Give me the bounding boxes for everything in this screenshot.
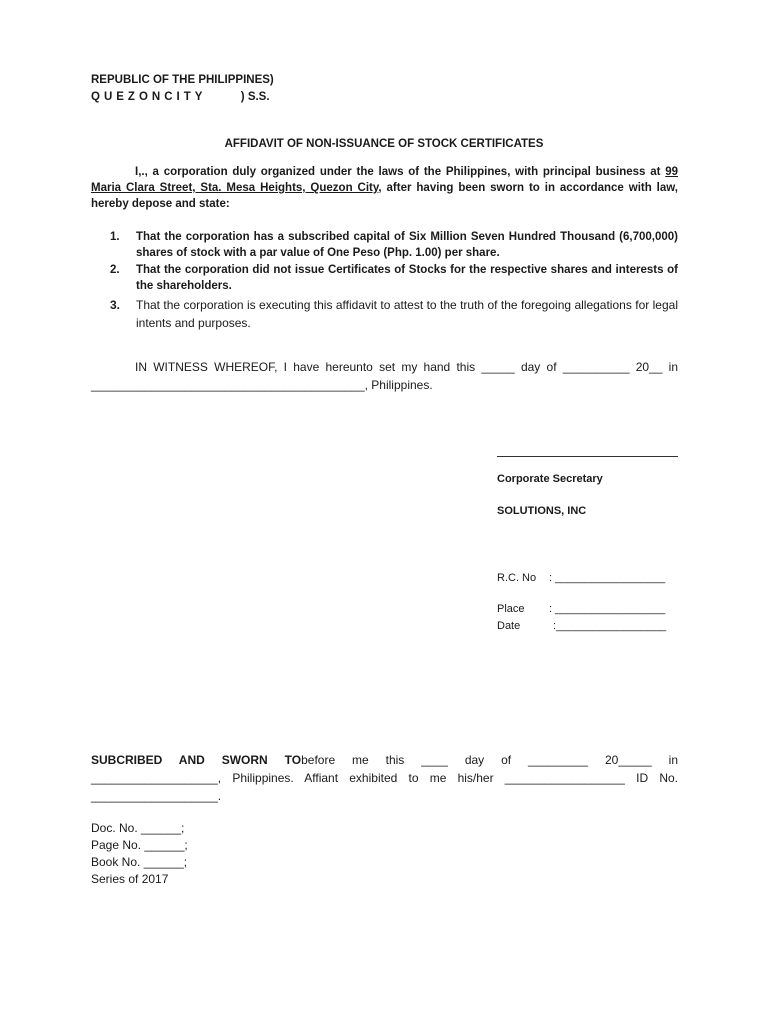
page-no: Page No. ______;: [91, 838, 188, 852]
witness-line-2: _________________________________________, Philippines.: [91, 378, 433, 392]
intro-line-3: hereby depose and state:: [91, 198, 230, 210]
series-year: Series of 2017: [91, 872, 169, 886]
place-value: : __________________: [549, 603, 666, 615]
list-item-number: 1.: [110, 231, 120, 243]
list-item-text: That the corporation is executing this affidavit to attest to the truth of the foregoing allegations for legal intents and purposes.: [136, 298, 678, 330]
book-no: Book No. ______;: [91, 855, 188, 869]
jurat-text-1: before me this ____ day of _________ 20_____ in: [301, 753, 678, 767]
list-item-text: That the corporation has a subscribed capital of Six Million Seven Hundred Thousand (6,700,000) shares of stock with a par value of One Peso (Php. 1.00) per share.: [136, 231, 678, 259]
jurat-bold-lead: SUBCRIBED AND SWORN TO: [91, 753, 302, 767]
venue-ss: ) S.S.: [240, 91, 270, 103]
address-part-2: Maria Clara Street, Sta. Mesa Heights, Quezon City: [91, 182, 379, 194]
jurat-line-3: ___________________.: [91, 789, 222, 803]
list-item-number: 2.: [110, 264, 120, 276]
intro-line-2: [91, 180, 678, 196]
intro-line-1: [91, 164, 678, 180]
signature-line: [497, 456, 678, 457]
intro-text-2: , after having been sworn to in accordance with law,: [378, 182, 678, 194]
notary-register: [91, 820, 188, 888]
list-item: [110, 296, 678, 332]
rc-no-value: : __________________: [549, 572, 666, 584]
venue-city: QUEZONCITY: [91, 91, 207, 103]
date-value: :__________________: [553, 620, 667, 632]
intro-text-1: I,., a corporation duly organized under the laws of the Philippines, with principal business at: [135, 166, 666, 178]
republic-line: REPUBLIC OF THE PHILIPPINES): [91, 74, 274, 86]
list-item-number: 3.: [110, 298, 121, 312]
numbered-list: [110, 229, 678, 332]
jurat-paragraph: [91, 751, 678, 805]
address-part-1: 99: [665, 166, 678, 178]
jurat-line-1: [91, 751, 678, 769]
list-item: [110, 229, 678, 261]
company-name: SOLUTIONS, INC: [497, 505, 587, 517]
intro-paragraph: [91, 164, 678, 212]
signatory-title: Corporate Secretary: [497, 473, 603, 485]
venue-line: [91, 89, 270, 105]
rc-no-label: R.C. No: [497, 572, 537, 584]
witness-paragraph: [91, 358, 678, 394]
date-label: Date: [497, 620, 521, 632]
jurat-line-2: ___________________, Philippines. Affiant exhibited to me his/her __________________ ID No.: [91, 771, 678, 785]
doc-no: Doc. No. ______;: [91, 821, 185, 835]
witness-line-1: IN WITNESS WHEREOF, I have hereunto set my hand this _____ day of __________ 20__ in: [135, 360, 678, 374]
place-label: Place: [497, 603, 525, 615]
list-item: [110, 262, 678, 294]
list-item-text: That the corporation did not issue Certificates of Stocks for the respective shares and interests of the shareholders.: [136, 264, 678, 292]
document-title: AFFIDAVIT OF NON-ISSUANCE OF STOCK CERTIFICATES: [224, 138, 544, 150]
